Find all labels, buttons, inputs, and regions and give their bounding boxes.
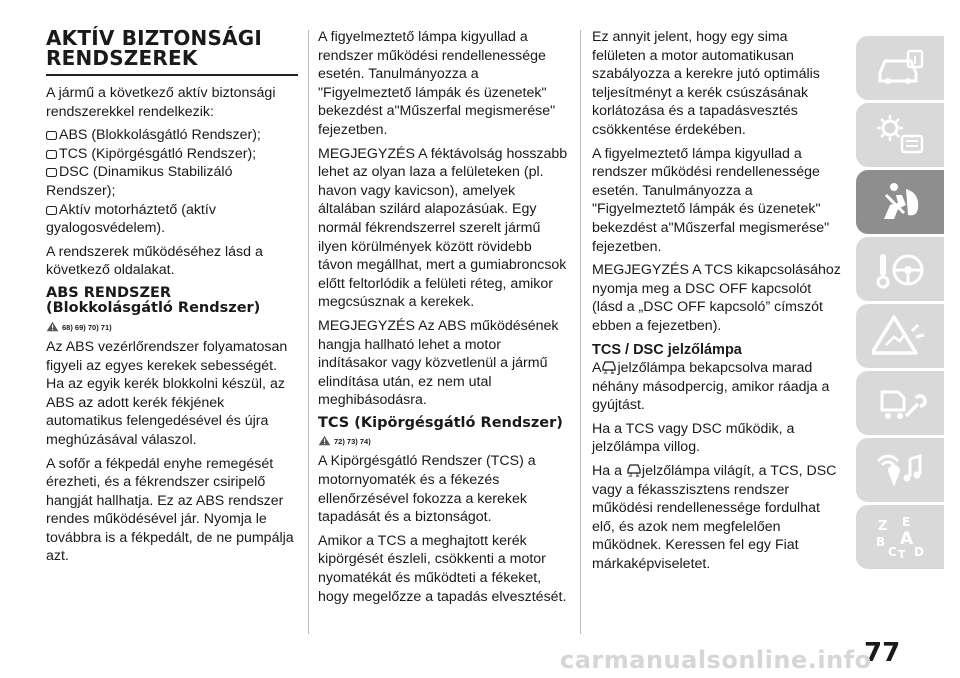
list-item: ABS (Blokkolásgátló Rendszer); (46, 126, 298, 145)
page-number: 77 (864, 638, 901, 668)
svg-text:E: E (902, 515, 911, 529)
safety-airbag-icon (872, 179, 928, 225)
warning-triangle-icon (318, 435, 331, 446)
paragraph: MEGJEGYZÉS A TCS kikapcsolásához nyomja meg a DSC OFF kapcsolót (lásd a „DSC OFF kapcsoló” címszót ebben a fejezetben). (592, 262, 841, 334)
tab-index[interactable] (856, 505, 944, 569)
column-2 (318, 28, 570, 611)
svg-text:B: B (876, 535, 886, 549)
paragraph: A Kipörgésgátló Rendszer (TCS) a motornyomaték és a fékezés ellenőrzésével fokozza a kerekek tapadását és a biztonságot. (318, 453, 536, 526)
tab-safety[interactable] (856, 170, 944, 234)
chapter-tabs (856, 36, 944, 572)
tab-warning-lights[interactable] (856, 103, 944, 167)
paragraph: A figyelmeztető lámpa kigyullad a rendszer működési rendellenessége esetén. Tanulmányozza a "Figyelmeztető lámpák és üzenetek" bekezdést a"Műszerfal megismerése" fejezetben. (592, 145, 830, 255)
paragraph: A figyelmeztető lámpa kigyullad a rendszer működési rendellenessége esetén. Tanulmányozza a "Figyelmeztető lámpák és üzenetek" bekezdést a"Műszerfal megismerése" fejezetben. (318, 29, 556, 138)
column-3 (592, 28, 844, 579)
maintenance-icon (872, 380, 928, 426)
warning-lights-icon (872, 112, 928, 158)
checkbox-bullet-icon (46, 206, 57, 215)
checkbox-bullet-icon (46, 131, 57, 140)
svg-text:T: T (898, 548, 906, 560)
paragraph: Ha a jelzőlámpa világít, a TCS, DSC vagy a fékasszisztens rendszer működési rendellenessége fordulhat elő, és azok nem megfelelően működnek. Keressen fel egy Fiat márkaképviseletet. (592, 463, 837, 573)
index-icon (872, 514, 928, 560)
abs-paragraph-2: A sofőr a fékpedál enyhe remegését érezheti, és a fékrendszer csiripelő hangját hallhatja. Ez az ABS rendszer rendes működésével jár. Nyomja le továbbra is a fékpedált, de ne pumpálja azt. (46, 455, 294, 565)
tab-car-info[interactable] (856, 36, 944, 100)
tab-starting-driving[interactable] (856, 237, 944, 301)
svg-text:D: D (914, 545, 924, 559)
warning-triangle-icon (46, 321, 59, 332)
warning-refs: 72) 73) 74) (318, 435, 570, 446)
paragraph: Ha a TCS vagy DSC működik, a jelzőlámpa villog. (592, 420, 795, 456)
checkbox-bullet-icon (46, 150, 57, 159)
car-info-icon (872, 45, 928, 91)
reference-text: A rendszerek működéséhez lásd a következő oldalakat. (46, 243, 263, 279)
paragraph: Ez annyit jelent, hogy egy sima felületen a motor automatikusan szabályozza a kerekre jutó optimális teljesítményt a kerék csúszásának korlátozása és a tapadásvesztés csökkentése érdekében. (592, 29, 820, 138)
emergency-icon (872, 313, 928, 359)
column-divider (580, 30, 581, 634)
paragraph: Amikor a TCS a meghajtott kerék kipörgését észleli, csökkenti a motor nyomatékát és működteti a fékeket, hogy megelőzze a tapadás elvesztését. (318, 532, 567, 605)
warning-refs: 68) 69) 70) 71) (46, 321, 298, 332)
svg-text:Z: Z (878, 519, 888, 534)
list-item: TCS (Kipörgésgátló Rendszer); (46, 145, 298, 164)
checkbox-bullet-icon (46, 168, 57, 177)
abs-title: ABS RENDSZER (Blokkolásgátló Rendszer) (46, 284, 261, 317)
list-item: DSC (Dinamikus Stabilizáló Rendszer); (46, 164, 233, 199)
svg-text:C: C (888, 545, 897, 559)
column-divider (308, 30, 309, 634)
skid-car-icon (602, 360, 616, 375)
tcs-title: TCS (Kipörgésgátló Rendszer) (318, 414, 563, 431)
paragraph: A jelzőlámpa bekapcsolva marad néhány másodpercig, amikor ráadja a gyújtást. (592, 360, 830, 414)
intro-text: A jármű a következő aktív biztonsági rendszerekkel rendelkezik: (46, 85, 276, 120)
system-list (46, 126, 298, 238)
svg-text:A: A (900, 529, 914, 549)
svg-text:i: i (913, 54, 917, 67)
list-item: Aktív motorháztető (aktív gyalogosvédelem). (46, 201, 216, 237)
tab-multimedia[interactable] (856, 438, 944, 502)
multimedia-icon (872, 447, 928, 493)
lamp-title: TCS / DSC jelzőlámpa (592, 341, 742, 358)
starting-driving-icon (872, 246, 928, 292)
column-1 (46, 28, 298, 571)
paragraph: MEGJEGYZÉS A féktávolság hosszabb lehet az olyan laza a felületeken (pl. havon vagy kavicson), amelyek általában szilárd alapozásúak. Egy normál fékrendszerrel szerelt jármű ilyen körülmények között rövidebb távon megállhat, mert a gumiabroncsok előtt feltorlódik a felületi réteg, amikor megcsúsznak a kerekek. (318, 145, 568, 311)
section-title: AKTÍV BIZTONSÁGI RENDSZEREK (46, 28, 298, 76)
skid-car-icon (627, 463, 641, 478)
tab-maintenance[interactable] (856, 371, 944, 435)
paragraph: MEGJEGYZÉS Az ABS működésének hangja hallható lehet a motor indításakor vagy közvetlenül a jármű elindítása után, ez nem utal meghibásodásra. (318, 317, 559, 409)
abs-paragraph-1: Az ABS vezérlőrendszer folyamatosan figyeli az egyes kerekek sebességét. Ha az egyik kerék blokkolni készül, az ABS az adott kerék fékjének automatikus felengedésével és újra meghúzásával válaszol. (46, 338, 288, 448)
tab-emergency[interactable] (856, 304, 944, 368)
watermark: carmanualsonline.info (560, 646, 872, 674)
